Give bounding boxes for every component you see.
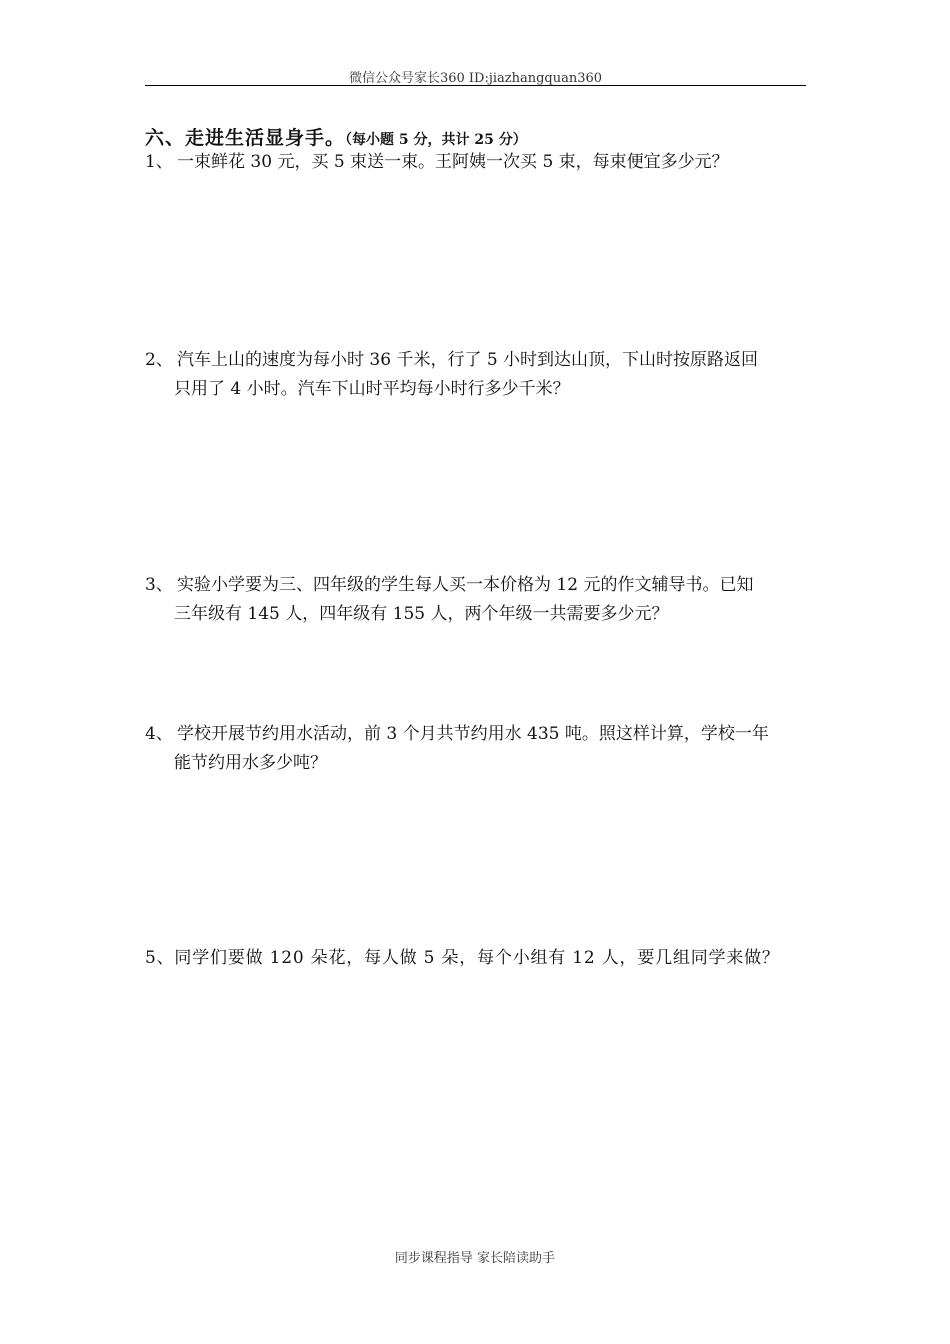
question-3-number: 3、 [145,575,173,595]
header-divider [145,85,806,86]
question-2-line-2: 只用了 4 小时。汽车下山时平均每小时行多少千米？ [174,379,570,399]
question-1 [145,148,810,177]
question-3-line-1 [145,571,810,600]
question-1-text: 一束鲜花 30 元，买 5 束送一束。王阿姨一次买 5 束，每束便宜多少元？ [177,152,729,172]
question-4-number: 4、 [145,724,173,744]
question-4-text: 学校开展节约用水活动，前 3 个月共节约用水 435 吨。照这样计算，学校一年 [177,724,769,744]
section-heading [145,123,527,150]
question-2-line-1 [145,346,810,375]
section-title: 六、走进生活显身手。 [145,127,346,149]
question-3-text: 实验小学要为三、四年级的学生每人买一本价格为 12 元的作文辅导书。已知 [177,575,754,595]
question-4 [145,720,810,778]
question-2-number: 2、 [145,350,173,370]
question-2-text: 汽车上山的速度为每小时 36 千米，行了 5 小时到达山顶，下山时按原路返回 [177,350,759,370]
question-4-line-1 [145,720,810,749]
question-2 [145,346,810,404]
question-1-number: 1、 [145,152,173,172]
question-3-line-2: 三年级有 145 人，四年级有 155 人，两个年级一共需要多少元？ [174,604,669,624]
question-4-line-2: 能节约用水多少吨？ [174,753,327,773]
question-1-line-1 [145,148,810,177]
question-5 [145,944,810,973]
section-score-note: （每小题 5 分，共计 25 分） [345,132,527,148]
question-3 [145,571,810,629]
page-header: 微信公众号家长360 ID:jiazhangquan360 [348,71,603,86]
question-5-text: 5、同学们要做 120 朵花，每人做 5 朵，每个小组有 12 人，要几组同学来做？ [145,948,780,968]
page-footer: 同步课程指导 家长陪读助手 [394,1251,556,1266]
